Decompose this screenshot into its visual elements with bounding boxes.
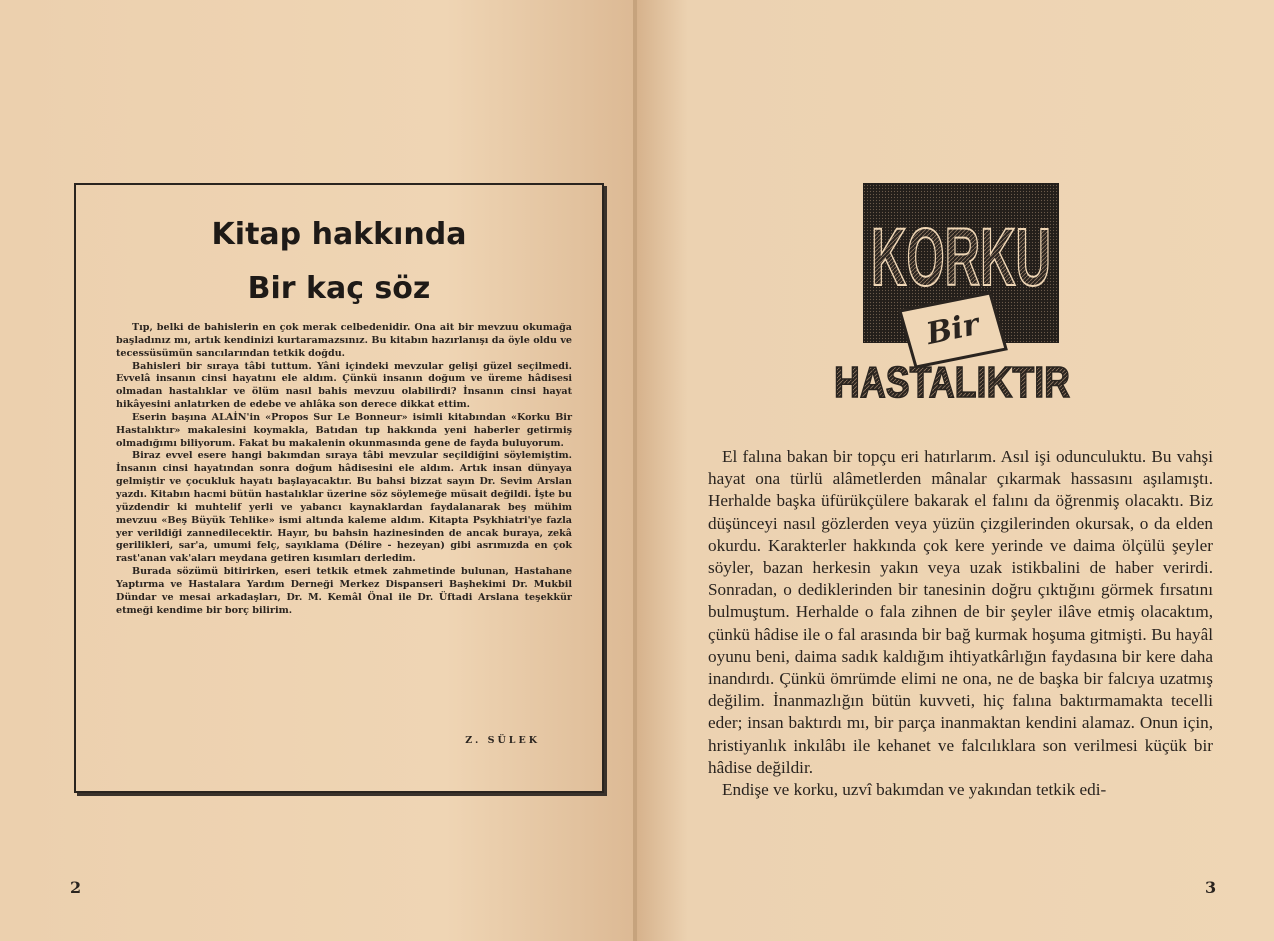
logo-word-hastaliktir: HASTALIKTIR <box>834 358 1070 407</box>
logo-word-korku: KORKU <box>871 212 1051 303</box>
korku-title-logo <box>830 181 1070 407</box>
foreword-body <box>116 322 572 617</box>
page-number-right: 3 <box>1205 878 1217 897</box>
logo-word-bir: Bir <box>923 306 983 353</box>
page-number-left: 2 <box>70 878 82 897</box>
foreword-title-line-1: Kitap hakkında <box>211 217 467 252</box>
chapter-body <box>708 446 1213 801</box>
foreword-paragraph: Burada sözümü bitirirken, eseri tetkik etmek zahmetinde bulunan, Hastahane Yaptırma ve Hastalara Yardım Derneği Merkez Dispanseri Başhekimi Dr. Mukbil Dündar ve mesai arkadaşları, Dr. M. Kemâl Önal ile Dr. Üftadi Arslana teşekkür etmeği kendime bir borç bilirim. <box>116 566 572 616</box>
author-signature: Z. SÜLEK <box>465 735 540 746</box>
foreword-title-line-2: Bir kaç söz <box>247 271 431 306</box>
foreword-paragraph: Tıp, belki de bahislerin en çok merak celbedenidir. Ona ait bir mevzuu okumağa başladınız mı, artık kendinizi kurtaramazsınız. Bu kitabın hazırlanışı da öyle oldu ve tecessüsümün sancılarından tetkik doğdu. <box>116 322 572 359</box>
chapter-paragraph: El falına bakan bir topçu eri hatırlarım. Asıl işi odunculuktu. Bu vahşi hayat ona türlü alâmetlerden mânalar çıkarmak hassasını aşılamıştı. Herhalde başka üfürükçülere bakarak el falını da öğrenmiş olacaktı. Biz düşünceyi nasıl gözlerden veya yüzün çizgilerinden okursak, o da elden okurdu. Karakterler hakkında çok kere yerinde ve daima ölçülü şeyler söyler, bazan herkesin yakın veya uzak istikbalini de haber verirdi. Sonradan, o dediklerinden bir tanesinin doğru çıktığını görmek fırsatını bulmuştum. Herhalde o fala zihnen de bir şeyler ilâve etmiş olacaktım, çünkü hâdise ile o fal arasında bir bağ kurmak hoşuma gitmişti. Bu hayâl oyunu beni, daima sadık kaldığım ihtiyatkârlığın faydasına bir kere daha inandırdı. Çünkü ömrümde elimi ne ona, ne de başka bir falcıya uzatmış değilim. İnanmazlığın bütün kuvveti, hiç falına baktırmamakta tecelli eder; insan baktırdı mı, bir parça inanmaktan kendini alamaz. Onun için, hristiyanlık inkılâbı ile kehanet ve falcılıklara son verilmesi küçük bir hâdise değildir. <box>708 447 1213 777</box>
foreword-paragraph: Biraz evvel esere hangi bakımdan sıraya tâbi mevzular seçildiğini söylemiştim. İnsanın cinsi hayatından sonra doğum hâdisesini ele aldım. Artık insan dünyaya gelmiştir ve çocukluk hayatı başlayacaktır. Bu bahsi bizzat sayın Dr. Sevim Arslan yazdı. Kitabın hacmi bütün hastalıklar üzerine söz söylemeğe müsait değildi. İşte bu yüzdendir ki muhtelif yerli ve yabancı kaynaklardan faydalanarak beş mühim mevzuu «Beş Büyük Tehlike» ismi altında kaleme aldım. Kitapta Psykhiatri'ye fazla yer verildiği zannedilecektir. Hayır, bu bahsin hazinesinden de ancak buraya, zekâ gerilikleri, sar'a, umumi felç, sayıklama (Délire - hezeyan) gibi asrımızda en çok rast'anan vak'aları meydana getiren kısımları derledim. <box>116 450 572 565</box>
foreword-box <box>74 183 604 793</box>
chapter-paragraph: Endişe ve korku, uzvî bakımdan ve yakından tetkik edi- <box>722 780 1107 800</box>
foreword-paragraph: Bahisleri bir sıraya tâbi tuttum. Yâni içindeki mevzular gelişi güzel seçilmedi. Evvelâ insanın cinsi hayatını ele aldım. Çünkü insanın doğum ve üreme hâdisesi olmadan hastalıklar ve ölüm nasıl bahis mevzuu olabilirdi? İnsanın cinsi hayat hikâyesini anlatırken de edebe ve ahlâka son derece dikkat ettim. <box>116 360 572 411</box>
right-page <box>637 0 1274 941</box>
foreword-paragraph: Eserin başına ALAİN'in «Propos Sur Le Bonneur» isimli kitabından «Korku Bir Hastalıktır» makalesini koymakla, Batıdan tıp hakkında yeni haberler getirmiş olmadığımı biliyorum. Fakat bu makalenin okunmasında gene de fayda buluyorum. <box>116 411 572 449</box>
